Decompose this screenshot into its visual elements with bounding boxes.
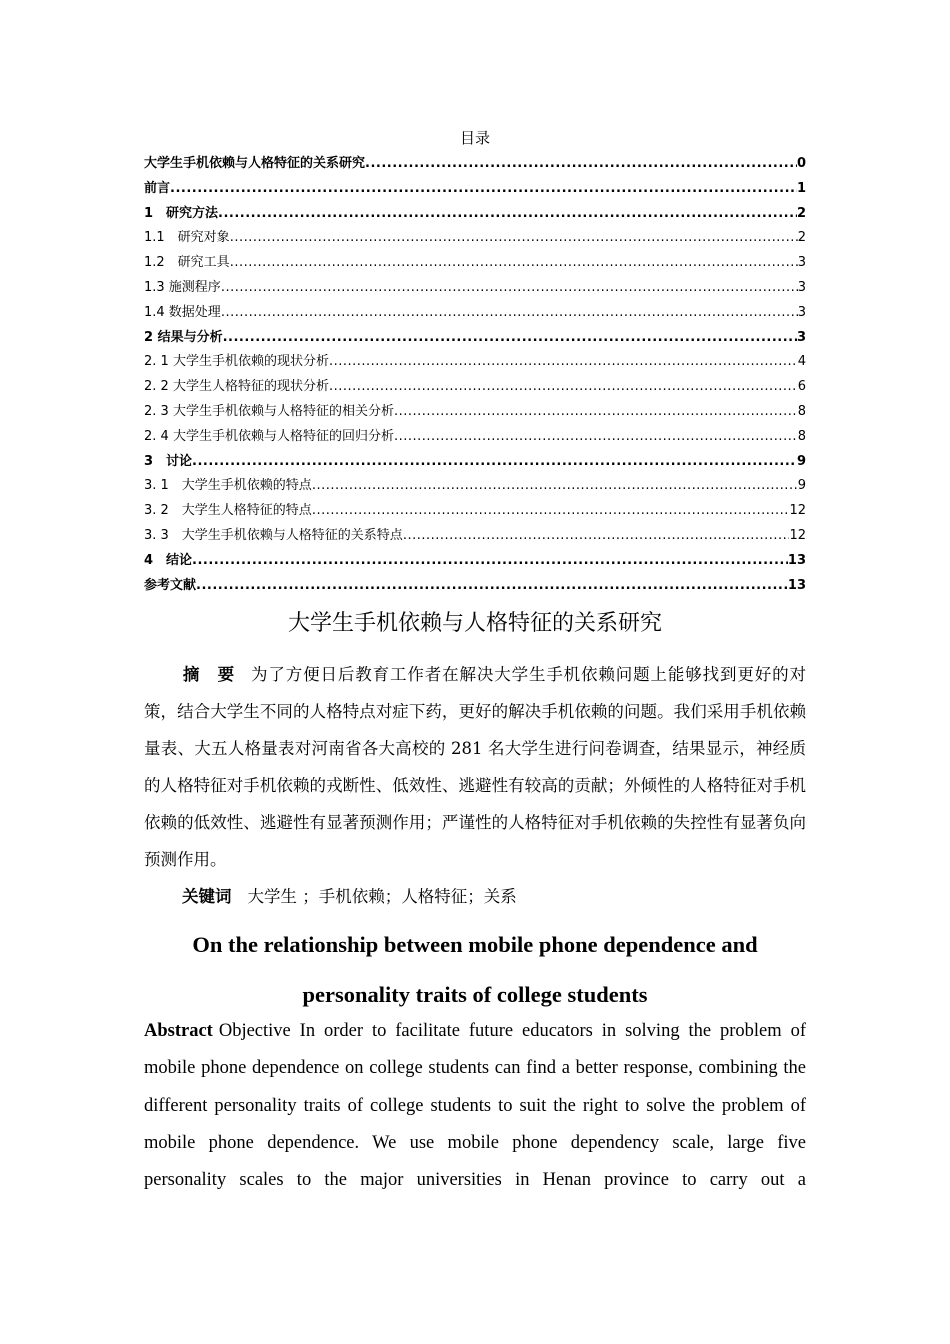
toc-entry[interactable] [144, 326, 806, 351]
table-of-contents [144, 152, 806, 598]
english-abstract [144, 1013, 806, 1200]
toc-leader-dots [196, 578, 788, 593]
toc-entry-label: 参考文献 [144, 577, 197, 593]
toc-entry-label: 1.1 研究对象 [144, 230, 230, 246]
toc-entry[interactable] [144, 425, 806, 450]
toc-title: 目录 [459, 129, 490, 147]
toc-leader-dots [403, 528, 790, 543]
keywords [182, 878, 806, 915]
toc-entry-label: 1.4 数据处理 [144, 304, 221, 320]
toc-entry-page: 8 [797, 428, 806, 444]
toc-entry[interactable] [144, 251, 806, 276]
toc-entry[interactable] [144, 177, 806, 202]
toc-entry-label: 大学生手机依赖与人格特征的关系研究 [144, 156, 366, 171]
toc-entry-page: 4 [797, 354, 806, 370]
chinese-abstract-text: 为了方便日后教育工作者在解决大学生手机依赖问题上能够找到更好的对策，结合大学生不同的人格特点对症下药，更好的解决手机依赖的问题。我们采用手机依赖量表、大五人格量表对河南省各大高校的 281 名大学生进行问卷调查，结果显示，神经质的人格特征对手机依赖的戎断性、低效性、逃避性有较高的贡献；外倾性的人格特征对手机依赖的低效性、逃避性有显著预测作用；严谨性的人格特征对手机依赖的失控性有显著负向预测作用。 [144, 665, 807, 869]
toc-entry-label: 前言 [144, 180, 171, 196]
toc-entry-label: 2. 4 大学生手机依赖与人格特征的回归分析 [144, 428, 394, 444]
toc-leader-dots [312, 503, 790, 518]
toc-leader-dots [230, 255, 798, 270]
toc-entry[interactable] [144, 400, 806, 425]
toc-entry-page: 9 [796, 453, 806, 469]
toc-entry-label: 2 结果与分析 [144, 329, 223, 345]
toc-leader-dots [223, 330, 797, 345]
toc-entry-page: 12 [789, 503, 806, 519]
toc-entry-page: 8 [797, 403, 806, 419]
english-abstract-text: Objective In order to facilitate future educators in solving the problem of mobile phone dependence on college students can find a better response, combining the different personality traits of college students to suit the right to solve the problem of mobile phone dependence. We use mobile phone dependency scale, large five personality scales to the major universities in Henan province to carry out a [144, 1021, 806, 1191]
toc-leader-dots [192, 454, 797, 469]
toc-entry-label: 4 结论 [144, 552, 193, 568]
toc-entry-page: 0 [796, 156, 806, 171]
toc-leader-dots [312, 478, 798, 493]
english-abstract-heading: Abstract [144, 1021, 213, 1041]
toc-entry-page: 6 [797, 379, 806, 395]
toc-entry-page: 3 [796, 329, 806, 345]
keywords-heading: 关键词 [182, 887, 232, 906]
toc-entry-label: 3. 2 大学生人格特征的特点 [144, 503, 312, 519]
toc-leader-dots [394, 429, 798, 444]
toc-leader-dots [394, 404, 798, 419]
english-title: On the relationship between mobile phone dependence and personality traits of college students [192, 932, 758, 1007]
chinese-abstract-heading: 摘 要 [182, 665, 235, 684]
toc-entry-label: 3. 3 大学生手机依赖与人格特征的关系特点 [144, 527, 403, 543]
toc-entry-page: 3 [797, 304, 806, 320]
toc-entry-page: 2 [796, 205, 806, 221]
toc-entry-page: 13 [787, 552, 806, 568]
toc-entry-label: 1 研究方法 [144, 205, 219, 221]
toc-entry-label: 1.3 施测程序 [144, 279, 221, 295]
toc-entry[interactable] [144, 499, 806, 524]
keywords-text: 大学生 ；手机依赖；人格特征；关系 [247, 887, 517, 906]
toc-entry-label: 2. 2 大学生人格特征的现状分析 [144, 379, 329, 395]
toc-entry[interactable] [144, 474, 806, 499]
toc-entry-page: 9 [797, 478, 806, 494]
toc-leader-dots [218, 206, 797, 221]
chinese-title: 大学生手机依赖与人格特征的关系研究 [287, 611, 662, 636]
toc-entry[interactable] [144, 524, 806, 549]
toc-leader-dots [329, 354, 798, 369]
toc-entry[interactable] [144, 350, 806, 375]
toc-leader-dots [192, 553, 788, 568]
toc-entry-page: 3 [797, 255, 806, 271]
toc-entry[interactable] [144, 301, 806, 326]
chinese-abstract [144, 656, 806, 878]
toc-entry-page: 13 [787, 577, 806, 593]
toc-entry[interactable] [144, 375, 806, 400]
toc-entry-page: 12 [789, 527, 806, 543]
toc-leader-dots [329, 379, 798, 394]
toc-entry[interactable] [144, 574, 806, 599]
toc-entry-label: 1.2 研究工具 [144, 255, 230, 271]
toc-entry-page: 2 [797, 230, 806, 246]
toc-entry[interactable] [144, 152, 806, 177]
toc-entry-page: 3 [797, 279, 806, 295]
toc-entry[interactable] [144, 549, 806, 574]
toc-entry-page: 1 [796, 180, 806, 196]
toc-entry-label: 3 讨论 [144, 453, 193, 469]
toc-leader-dots [221, 305, 798, 320]
toc-entry[interactable] [144, 202, 806, 227]
toc-entry-label: 2. 1 大学生手机依赖的现状分析 [144, 354, 329, 370]
toc-entry[interactable] [144, 276, 806, 301]
toc-entry[interactable] [144, 450, 806, 475]
toc-leader-dots [230, 230, 798, 245]
toc-leader-dots [365, 156, 797, 171]
toc-entry-label: 2. 3 大学生手机依赖与人格特征的相关分析 [144, 403, 394, 419]
toc-leader-dots [170, 181, 797, 196]
toc-leader-dots [221, 280, 798, 295]
toc-entry-label: 3. 1 大学生手机依赖的特点 [144, 478, 312, 494]
toc-entry[interactable] [144, 226, 806, 251]
